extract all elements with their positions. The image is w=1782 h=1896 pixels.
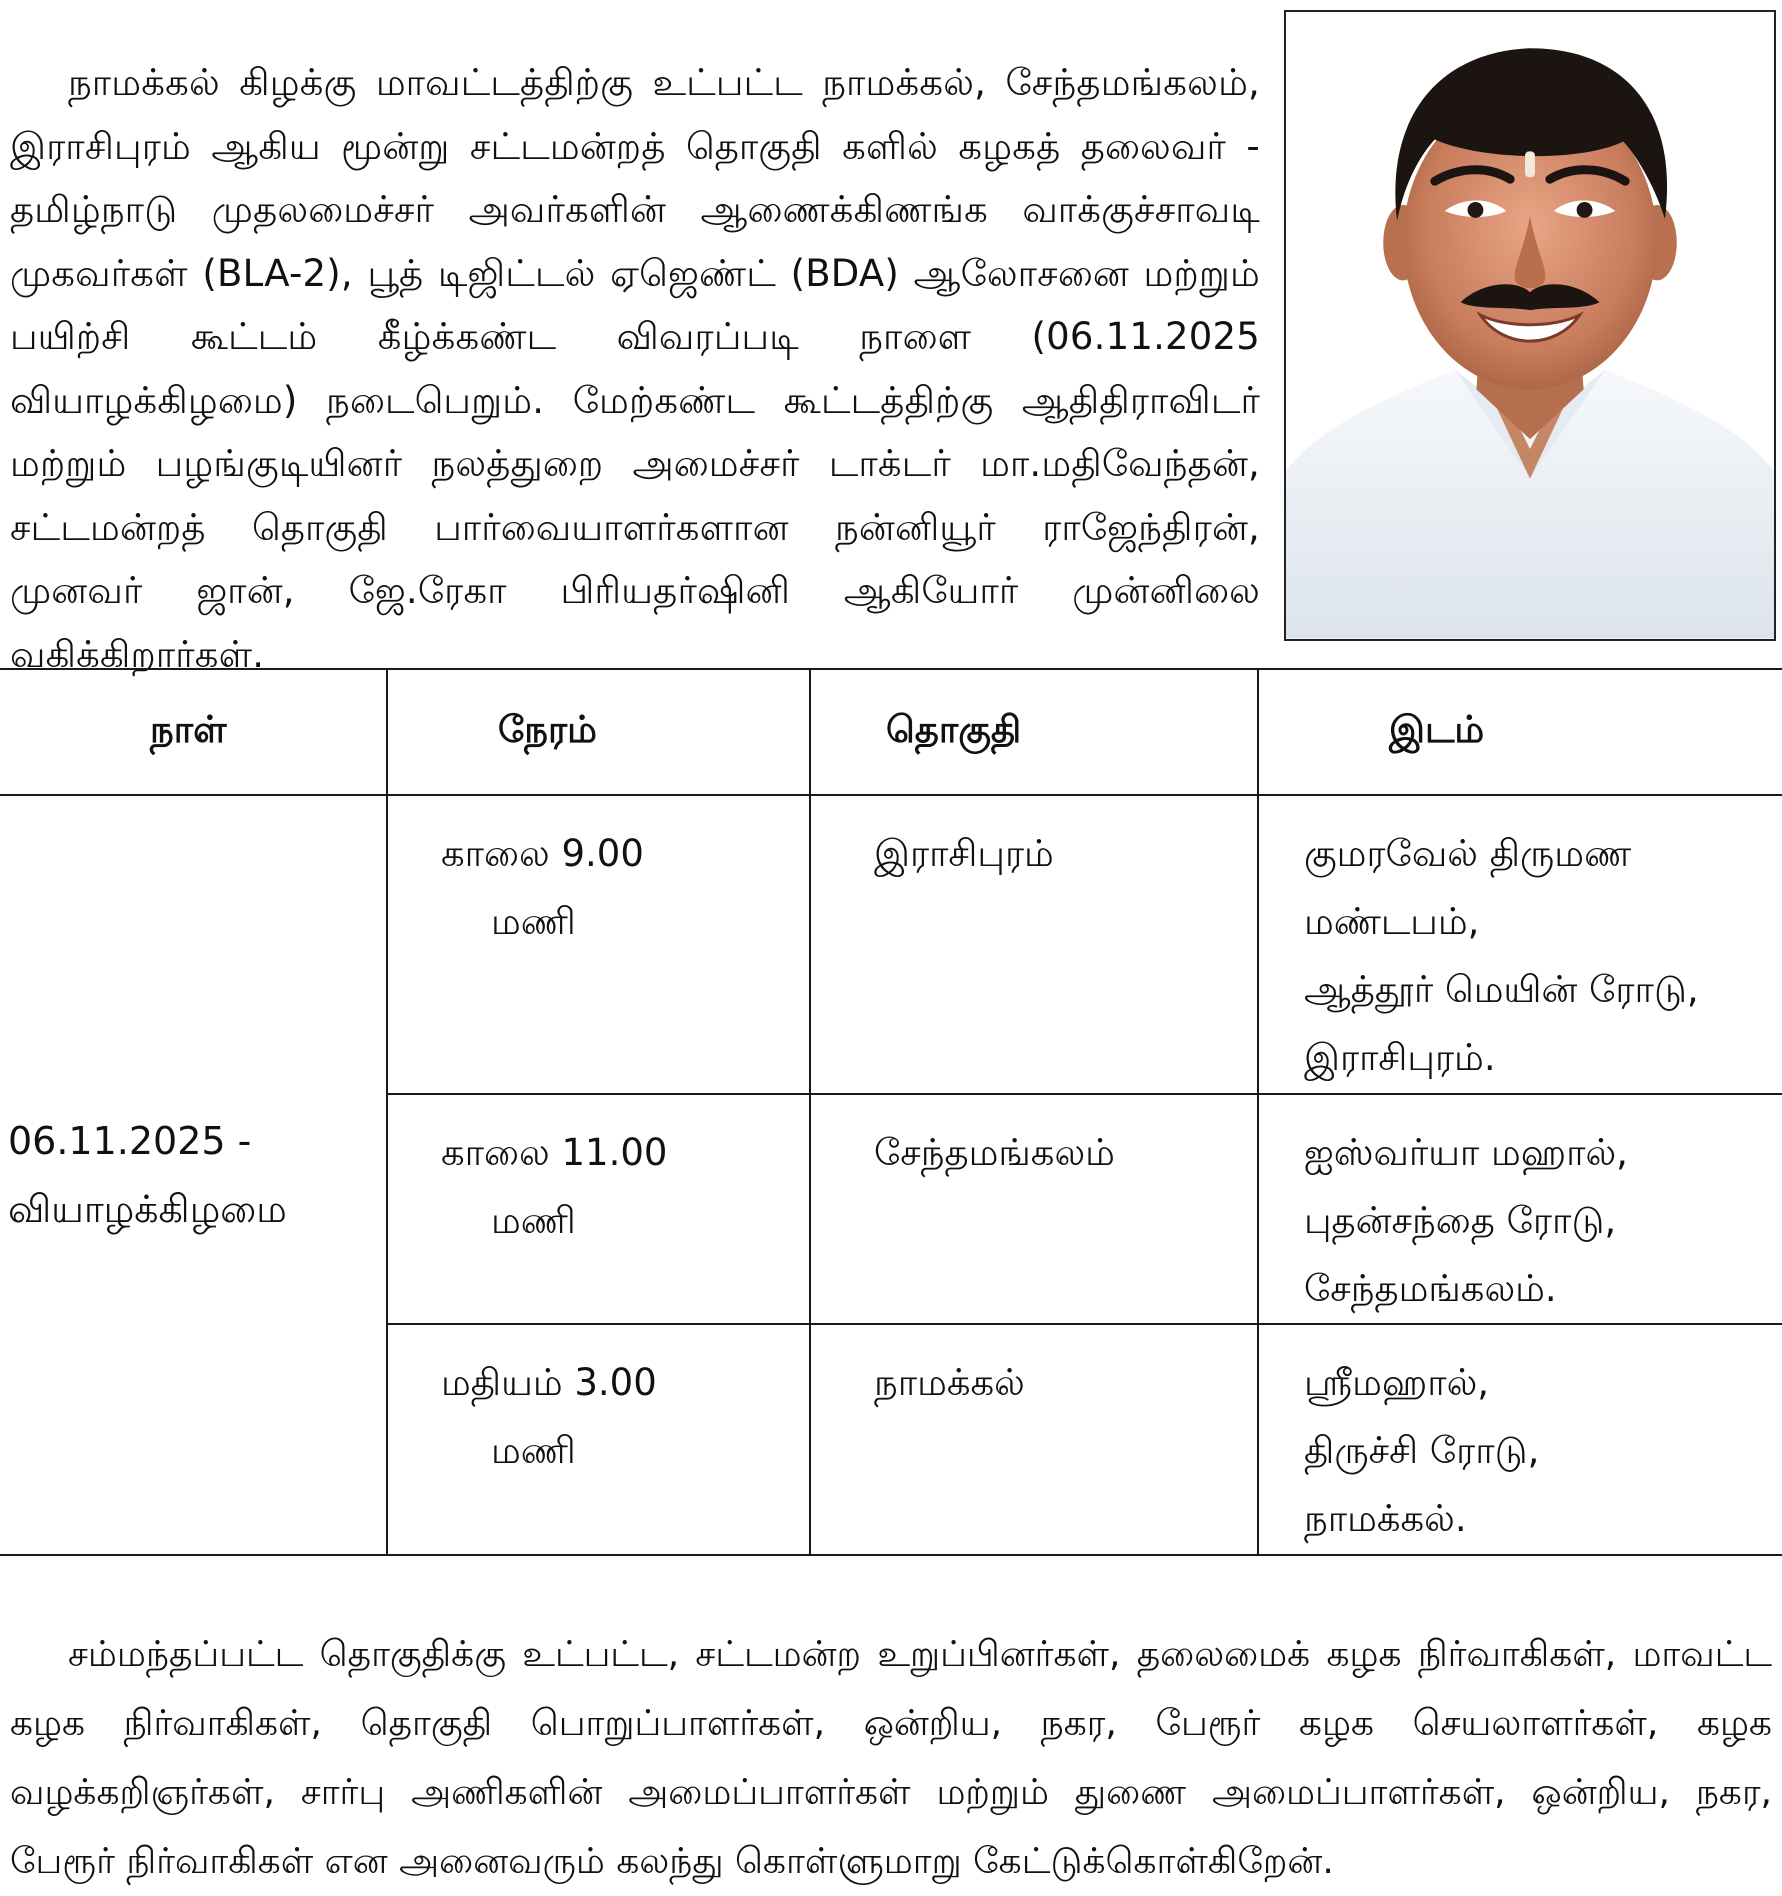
date-value: 06.11.2025 - [8,1119,252,1163]
header-constituency: தொகுதி [810,669,1258,795]
constituency-cell: நாமக்கல் [810,1324,1258,1555]
header-time: நேரம் [387,669,810,795]
portrait-icon [1286,12,1774,639]
time-cell: காலை 11.00 மணி [387,1094,810,1325]
intro-paragraph: நாமக்கல் கிழக்கு மாவட்டத்திற்கு உட்பட்ட நாமக்கல், சேந்தமங்கலம், இராசிபுரம் ஆகிய மூன்று சட்டமன்றத் தொகுதி களில் கழகத் தலைவர் - தமிழ்நாடு முதலமைச்சர் அவர்களின் ஆணைக்கிணங்க வாக்குச்சாவடி முகவர்கள் (BLA-2), பூத் டிஜிட்டல் ஏஜெண்ட் (BDA) ஆலோசனை மற்றும் பயிற்சி கூட்டம் கீழ்க்கண்ட விவரப்படி நாளை (06.11.2025 வியாழக்கிழமை) நடைபெறும். மேற்கண்ட கூட்டத்திற்கு ஆதிதிராவிடர் மற்றும் பழங்குடியினர் நலத்துறை அமைச்சர் டாக்டர் மா.மதிவேந்தன், சட்டமன்றத் தொகுதி பார்வையாளர்களான நன்னியூர் ராஜேந்திரன், முனவர் ஜான், ஜே.ரேகா பிரியதர்ஷினி ஆகியோர் முன்னிலை வகிக்கிறார்கள். [10,61,1260,676]
constituency-cell: இராசிபுரம் [810,795,1258,1094]
table-header-row [0,669,1782,795]
date-cell [0,795,387,1555]
schedule-table [0,668,1782,1556]
venue-cell: ஸ்ரீமஹால், திருச்சி ரோடு, நாமக்கல். [1258,1324,1782,1555]
header-date: நாள் [0,669,387,795]
time-cell: காலை 9.00 மணி [387,795,810,1094]
venue-cell: குமரவேல் திருமண மண்டபம், ஆத்தூர் மெயின் ரோடு, இராசிபுரம். [1258,795,1782,1094]
portrait-photo [1284,10,1776,641]
venue-cell: ஐஸ்வர்யா மஹால், புதன்சந்தை ரோடு, சேந்தமங்கலம். [1258,1094,1782,1325]
constituency-cell: சேந்தமங்கலம் [810,1094,1258,1325]
header-venue: இடம் [1258,669,1782,795]
table-row [0,795,1782,1094]
time-cell: மதியம் 3.00 மணி [387,1324,810,1555]
closing-paragraph: சம்மந்தப்பட்ட தொகுதிக்கு உட்பட்ட, சட்டமன்ற உறுப்பினர்கள், தலைமைக் கழக நிர்வாகிகள், மாவட்ட கழக நிர்வாகிகள், தொகுதி பொறுப்பாளர்கள், ஒன்றிய, நகர, பேரூர் கழக செயலாளர்கள், கழக வழக்கறிஞர்கள், சார்பு அணிகளின் அமைப்பாளர்கள் மற்றும் துணை அமைப்பாளர்கள், ஒன்றிய, நகர, பேரூர் நிர்வாகிகள் என அனைவரும் கலந்து கொள்ளுமாறு கேட்டுக்கொள்கிறேன். [10,1634,1773,1882]
day-value: வியாழக்கிழமை [8,1187,287,1231]
